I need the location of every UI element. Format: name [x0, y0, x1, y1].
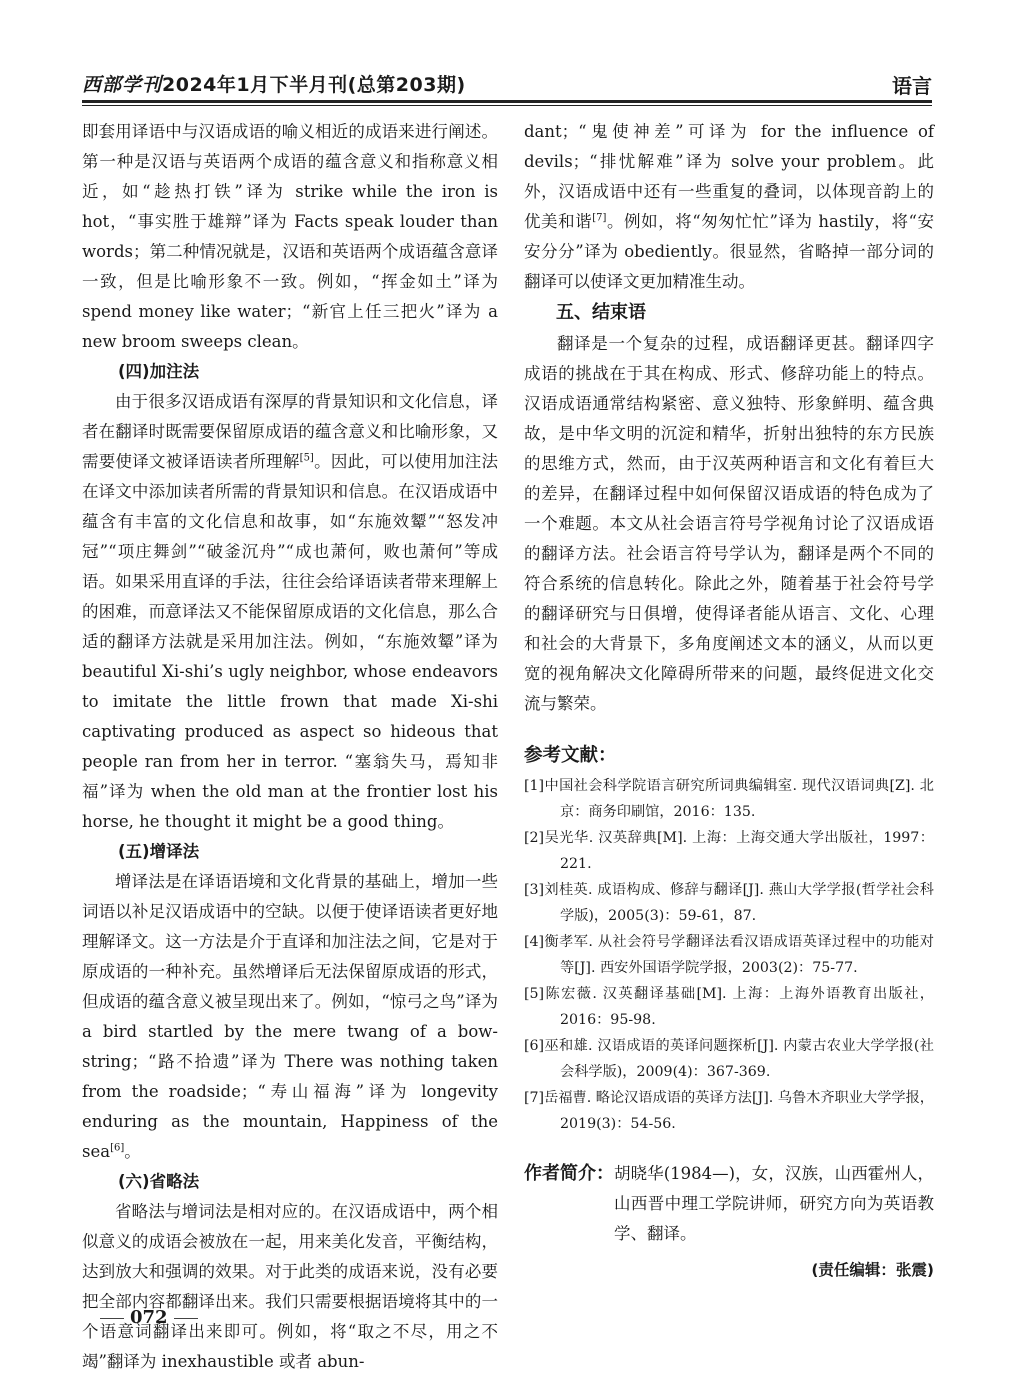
citation: [5]: [299, 452, 314, 464]
section-heading: 五、结束语: [556, 302, 646, 323]
subsection-heading: (四)加注法: [118, 362, 200, 381]
reference-item: [7]岳福曹. 略论汉语成语的英译方法[J]. 乌鲁木齐职业大学学报，2019(3)：54-56.: [524, 1090, 934, 1132]
paragraph: 翻译是一个复杂的过程，成语翻译更甚。翻译四字成语的挑战在于其在构成、形式、修辞功能上的特点。汉语成语通常结构紧密、意义独特、形象鲜明、蕴含典故，是中华文明的沉淀和精华，折射出独特的东方民族的思维方式，然而，由于汉英两种语言和文化有着巨大的差异，在翻译过程中如何保留汉语成语的特色成为了一个难题。本文从社会语言符号学视角讨论了汉语成语的翻译方法。社会语言符号学认为，翻译是两个不同的符合系统的信息转化。除此之外，随着基于社会符号学的翻译研究与日俱增，使得译者能从语言、文化、心理和社会的大背景下，多角度阐述文本的涵义，从而以更宽的视角解决文化障碍所带来的问题，最终促进文化交流与繁荣。: [524, 334, 934, 713]
responsible-editor: (责任编辑：张震): [811, 1261, 934, 1279]
journal-logo: 西部学刊: [82, 74, 163, 96]
section-name: 语言: [892, 74, 932, 98]
citation: [7]: [592, 212, 607, 224]
paragraph: 即套用译语中与汉语成语的喻义相近的成语来进行阐述。第一种是汉语与英语两个成语的蕴含意义和指称意义相近，如“趁热打铁”译为 strike while the iron is hot，“事实胜于雄辩”译为 Facts speak louder than words；第二种情况就是，汉语和英语两个成语蕴含意译一致，但是比喻形象不一致。例如，“挥金如土”译为 spend money like water；“新官上任三把火”译为 a new broom sweeps clean。: [82, 122, 498, 351]
reference-item: [5]陈宏薇. 汉英翻译基础[M]. 上海：上海外语教育出版社，2016：95-98.: [524, 986, 934, 1028]
subsection-heading: (六)省略法: [118, 1172, 200, 1191]
page-number: 072: [130, 1307, 168, 1328]
citation: [6]: [110, 1142, 125, 1154]
journal-title: [82, 70, 466, 97]
reference-item: [2]吴光华. 汉英辞典[M]. 上海：上海交通大学出版社，1997：221.: [524, 830, 934, 872]
paragraph: [82, 387, 498, 837]
right-column: [524, 117, 934, 1285]
header-rule-thin: [82, 105, 932, 106]
paragraph-text: 。: [124, 1142, 141, 1161]
author-bio: [524, 1159, 934, 1249]
left-column: [82, 117, 498, 1377]
paragraph-text: 由于很多汉语成语有深厚的背景知识和文化信息，译者在翻译时既需要保留原成语的蕴含意义和比喻形象，又需要使译文被译语读者所理解: [82, 392, 498, 471]
reference-item: [1]中国社会科学院语言研究所词典编辑室. 现代汉语词典[Z]. 北京：商务印刷馆，2016：135.: [524, 778, 934, 820]
references-title: 参考文献：: [524, 745, 617, 766]
paragraph-text: 增译法是在译语语境和文化背景的基础上，增加一些词语以补足汉语成语中的空缺。以便于使译语读者更好地理解译文。这一方法是介于直译和加注法之间，它是对于原成语的一种补充。虽然增译后无法保留原成语的形式，但成语的蕴含意义被呈现出来了。例如，“惊弓之鸟”译为 a bird startled by the mere twang of a bow-string；“路不拾遗”译为 There was nothing taken from the roadside；“寿山福海”译为 longevity enduring as the mountain, Happiness of the sea: [82, 872, 498, 1161]
page-footer: [94, 1307, 204, 1328]
paragraph-text: dant；“鬼使神差”可译为 for the influence of devils；“排忧解难”译为 solve your problem。此外，汉语成语中还有一些重复的叠词，以体现音韵上的优美和谐: [524, 122, 934, 231]
paragraph-text: 。因此，可以使用加注法在译文中添加读者所需的背景知识和信息。在汉语成语中蕴含有丰富的文化信息和故事，如“东施效颦”“怒发冲冠”“项庄舞剑”“破釜沉舟”“成也萧何，败也萧何”等成语。如果采用直译的手法，往往会给译语读者带来理解上的困难，而意译法又不能保留原成语的文化信息，那么合适的翻译方法就是采用加注法。例如，“东施效颦”译为 beautiful Xi-shi’s ugly neighbor, whose endeavors to imitate the little frown that made Xi-shi captivating produced as aspect so hideous that people ran from her in terror. “塞翁失马，焉知非福”译为 when the old man at the frontier lost his horse, he thought it might be a good thing。: [82, 452, 499, 831]
paragraph: 省略法与增词法是相对应的。在汉语成语中，两个相似意义的成语会被放在一起，用来美化发音，平衡结构，达到放大和强调的效果。对于此类的成语来说，没有必要把全部内容都翻译出来。我们只需要根据语境将其中的一个语意词翻译出来即可。例如，将“取之不尽，用之不竭”翻译为 inexhaustible 或者 abun-: [82, 1202, 498, 1371]
paragraph-text: 。例如，将“匆匆忙忙”译为 hastily，将“安安分分”译为 obediently。很显然，省略掉一部分词的翻译可以使译文更加精准生动。: [524, 212, 934, 291]
issue-info: 2024年1月下半月刊(总第203期): [162, 74, 466, 96]
reference-item: [6]巫和雄. 汉语成语的英译问题探析[J]. 内蒙古农业大学学报(社会科学版)，2009(4)：367-369.: [524, 1038, 934, 1080]
reference-item: [4]衡孝军. 从社会符号学翻译法看汉语成语英译过程中的功能对等[J]. 西安外国语学院学报，2003(2)：75-77.: [524, 934, 934, 976]
footer-dash: [174, 1318, 198, 1319]
paragraph: [524, 117, 934, 297]
references-list: [524, 773, 934, 1137]
reference-item: [3]刘桂英. 成语构成、修辞与翻译[J]. 燕山大学学报(哲学社会科学版)，2005(3)：59-61，87.: [524, 882, 934, 924]
author-bio-text: 胡晓华(1984—)，女，汉族，山西霍州人，山西晋中理工学院讲师，研究方向为英语教学、翻译。: [614, 1164, 934, 1243]
header-rule-thick: [82, 100, 932, 103]
subsection-heading: (五)增译法: [118, 842, 200, 861]
footer-dash: [100, 1318, 124, 1319]
paragraph: [82, 867, 498, 1167]
author-bio-label: 作者简介：: [524, 1163, 614, 1184]
page-header: [82, 60, 932, 100]
